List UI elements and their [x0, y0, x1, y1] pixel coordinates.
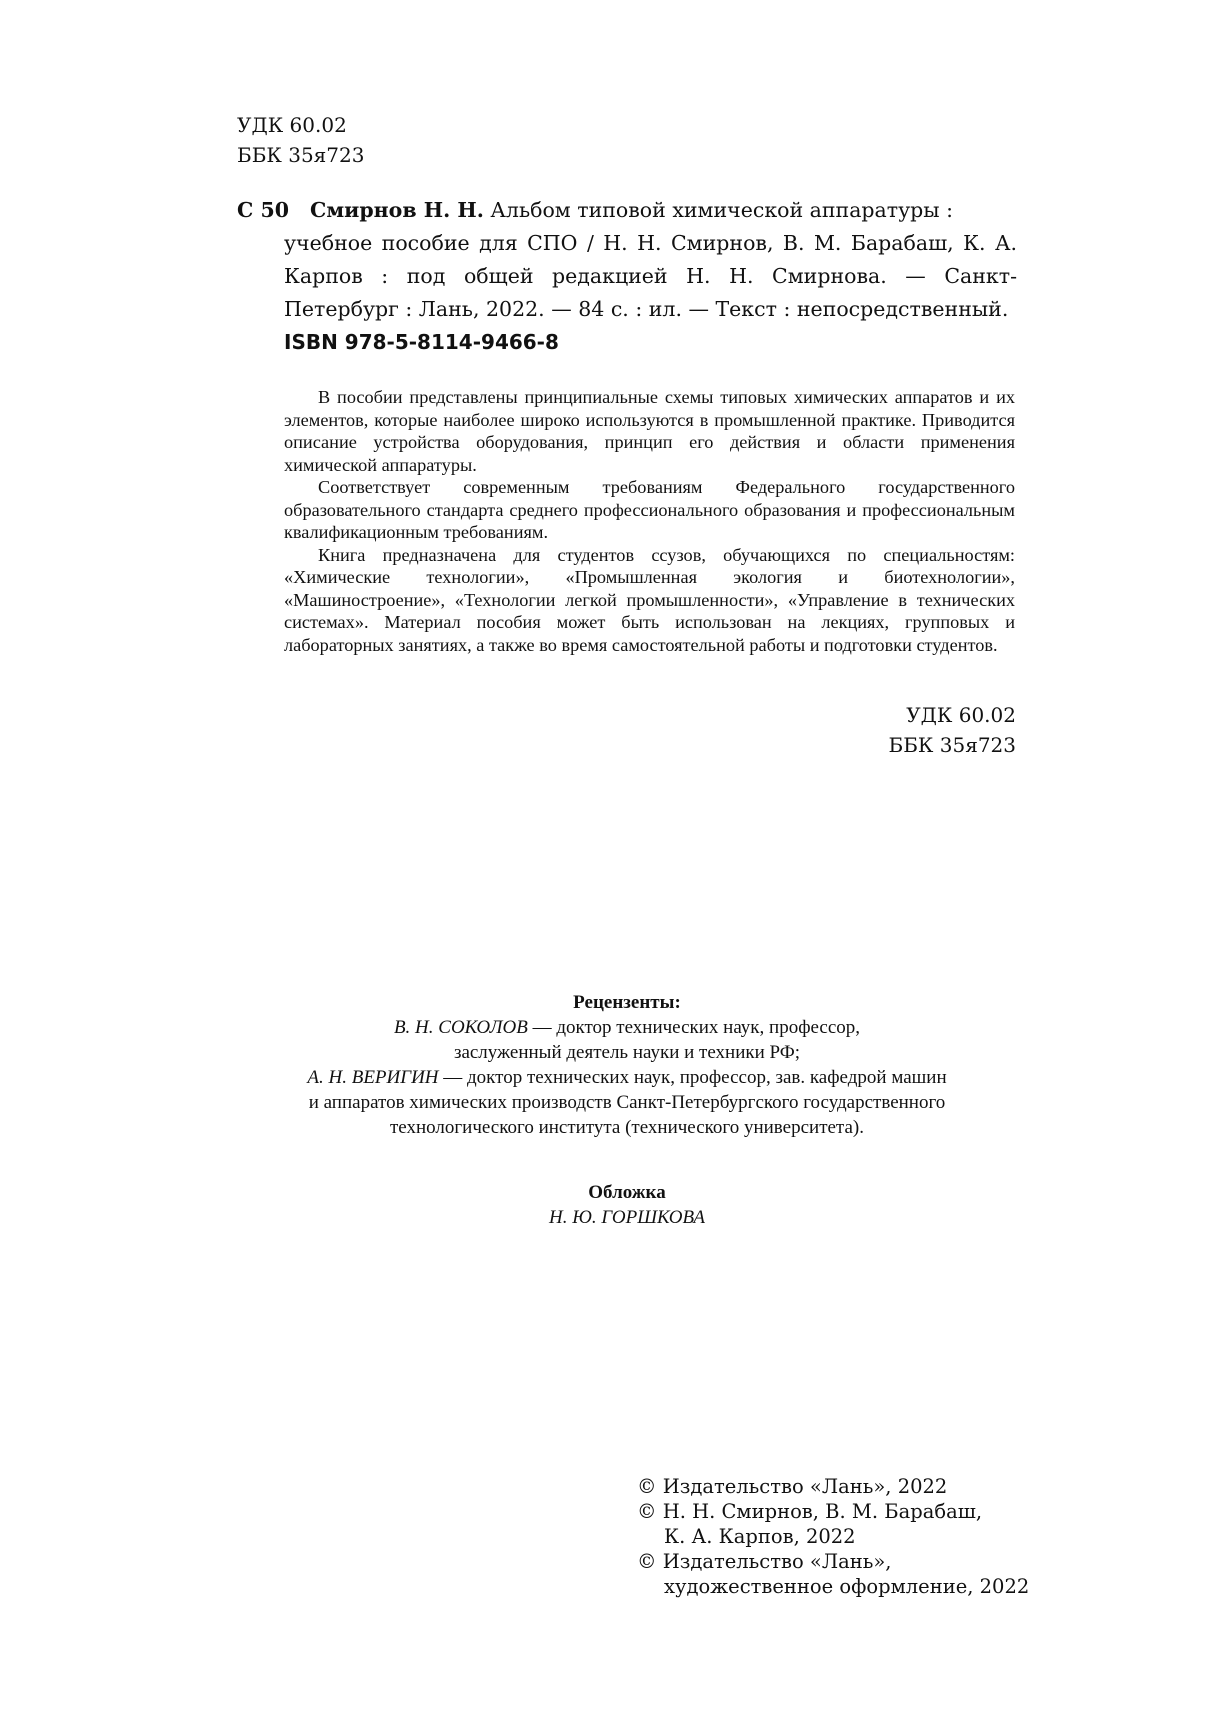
copyright-line: © Издательство «Лань», 2022	[637, 1475, 948, 1498]
bbk-code: ББК 35я723	[237, 143, 365, 167]
cover-designer: Н. Ю. ГОРШКОВА	[549, 1207, 705, 1228]
copyright-line: К. А. Карпов, 2022	[664, 1525, 856, 1548]
cover-credit	[237, 1180, 1017, 1230]
udk-code: УДК 60.02	[237, 113, 347, 137]
reviewer-2-name: А. Н. ВЕРИГИН	[307, 1067, 439, 1088]
reviewer-1: В. Н. СОКОЛОВ — доктор технических наук, профессор,	[393, 1017, 861, 1038]
author-heading: Смирнов Н. Н.	[310, 198, 484, 222]
annotation-paragraph: Книга предназначена для студентов ссузов, обучающихся по специальностям: «Химические технологии», «Промышленная экология и биотехнологии», «Машиностроение», «Технологии легкой промышленности», «Управление в технических системах». Материал пособия может быть использован на лекциях, групповых и лабораторных занятиях, а также во время самостоятельной работы и подготовки студентов.	[284, 544, 1015, 655]
author-mark: С 50	[237, 198, 289, 222]
reviewer-1-title: заслуженный деятель науки и техники РФ;	[453, 1042, 801, 1063]
reviewer-2: А. Н. ВЕРИГИН — доктор технических наук, профессор, зав. кафедрой машин	[307, 1067, 947, 1088]
bbk-code-footer: ББК 35я723	[888, 733, 1016, 757]
cover-heading: Обложка	[588, 1182, 666, 1203]
catalog-title: Альбом типовой химической аппаратуры :	[483, 198, 954, 222]
catalog-record	[237, 194, 1017, 326]
copyright-block	[637, 1474, 1029, 1599]
annotation-paragraph: Соответствует современным требованиям Федерального государственного образовательного стандарта среднего профессионального образования и профессиональным квалификационным требованиям.	[284, 477, 1015, 542]
catalog-description: учебное пособие для СПО / Н. Н. Смирнов, В. М. Барабаш, К. А. Карпов : под общей редакцией Н. Н. Смирнова. — Санкт-Петербург : Лань, 2022. — 84 с. : ил. — Текст : непосредственный.	[284, 231, 1017, 321]
reviewer-2-affiliation-cont: технологического института (технического университета).	[390, 1117, 864, 1138]
reviewers-heading: Рецензенты:	[573, 992, 681, 1013]
reviewer-1-name: В. Н. СОКОЛОВ	[393, 1017, 528, 1038]
catalog-first-line	[237, 194, 1017, 227]
annotation-paragraph: В пособии представлены принципиальные схемы типовых химических аппаратов и их элементов, которые наиболее широко используются в промышленной практике. Приводится описание устройства оборудования, принцип его действия и области применения химической аппаратуры.	[284, 387, 1015, 475]
copyright-line: © Издательство «Лань»,	[637, 1550, 892, 1573]
classification-codes	[237, 110, 364, 170]
udk-code-footer: УДК 60.02	[906, 703, 1016, 727]
isbn: ISBN 978-5-8114-9466-8	[284, 330, 559, 354]
annotation	[284, 386, 1015, 656]
reviewers-block	[237, 990, 1017, 1140]
classification-codes-footer	[860, 700, 1016, 760]
copyright-line: художественное оформление, 2022	[664, 1575, 1030, 1598]
copyright-line: © Н. Н. Смирнов, В. М. Барабаш,	[637, 1500, 983, 1523]
reviewer-2-affiliation: и аппаратов химических производств Санкт-Петербургского государственного	[308, 1092, 946, 1113]
